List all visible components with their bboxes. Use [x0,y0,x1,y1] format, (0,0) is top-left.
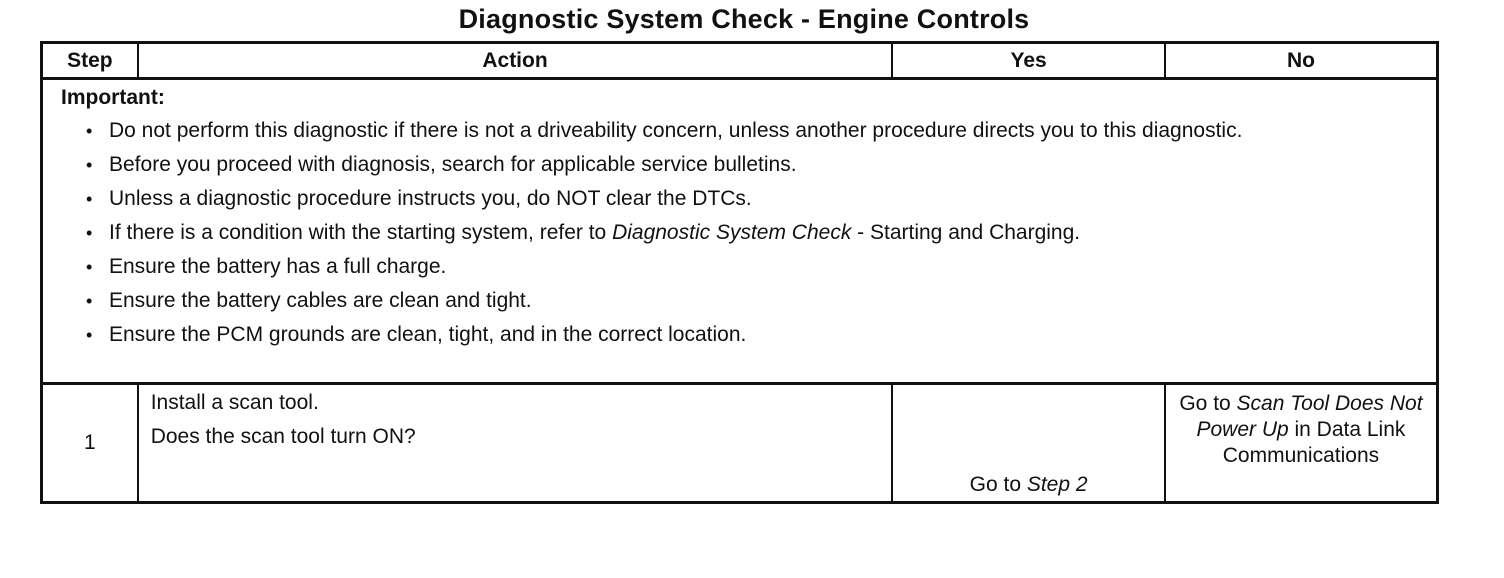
header-action: Action [138,43,893,79]
header-no: No [1165,43,1438,79]
important-item: • If there is a condition with the starting system, refer to Diagnostic System Check - Starting and Charging. [86,221,1081,244]
step-action [138,384,893,503]
header-yes: Yes [892,43,1165,79]
diagnostic-table [40,41,1439,504]
step-row [42,384,1438,503]
header-row [42,43,1438,79]
action-line: Install a scan tool. [150,391,319,414]
step-number: 1 [42,384,138,503]
header-step: Step [42,43,138,79]
important-item: • Ensure the battery cables are clean and tight. [86,289,532,312]
step-yes: Go to Step 2 [892,384,1165,503]
yes-step-link: Step 2 [1026,473,1088,496]
no-procedure-link: Scan Tool Does Not Power Up [1196,392,1423,441]
bullet-icon: • [86,155,93,175]
bullet-icon: • [86,121,93,141]
action-question: Does the scan tool turn ON? [150,425,416,448]
important-item: • Before you proceed with diagnosis, search for applicable service bulletins. [86,153,797,176]
bullet-icon: • [86,291,93,311]
reference-link: Diagnostic System Check [612,221,852,244]
important-item: • Ensure the PCM grounds are clean, tight, and in the correct location. [86,323,747,346]
important-item: • Ensure the battery has a full charge. [86,255,447,278]
important-item: • Do not perform this diagnostic if there is not a driveability concern, unless another procedure directs you to this diagnostic. [86,119,1243,142]
bullet-icon: • [86,189,93,209]
important-list [61,118,1416,348]
page-title: Diagnostic System Check - Engine Controls [458,4,1030,34]
step-no: Go to Scan Tool Does Not Power Up in Data Link Communications [1165,384,1438,503]
important-row [42,79,1438,384]
important-item: • Unless a diagnostic procedure instructs you, do NOT clear the DTCs. [86,187,752,210]
bullet-icon: • [86,325,93,345]
bullet-icon: • [86,257,93,277]
important-label: Important: [61,86,165,109]
important-note [42,79,1438,384]
bullet-icon: • [86,223,93,243]
